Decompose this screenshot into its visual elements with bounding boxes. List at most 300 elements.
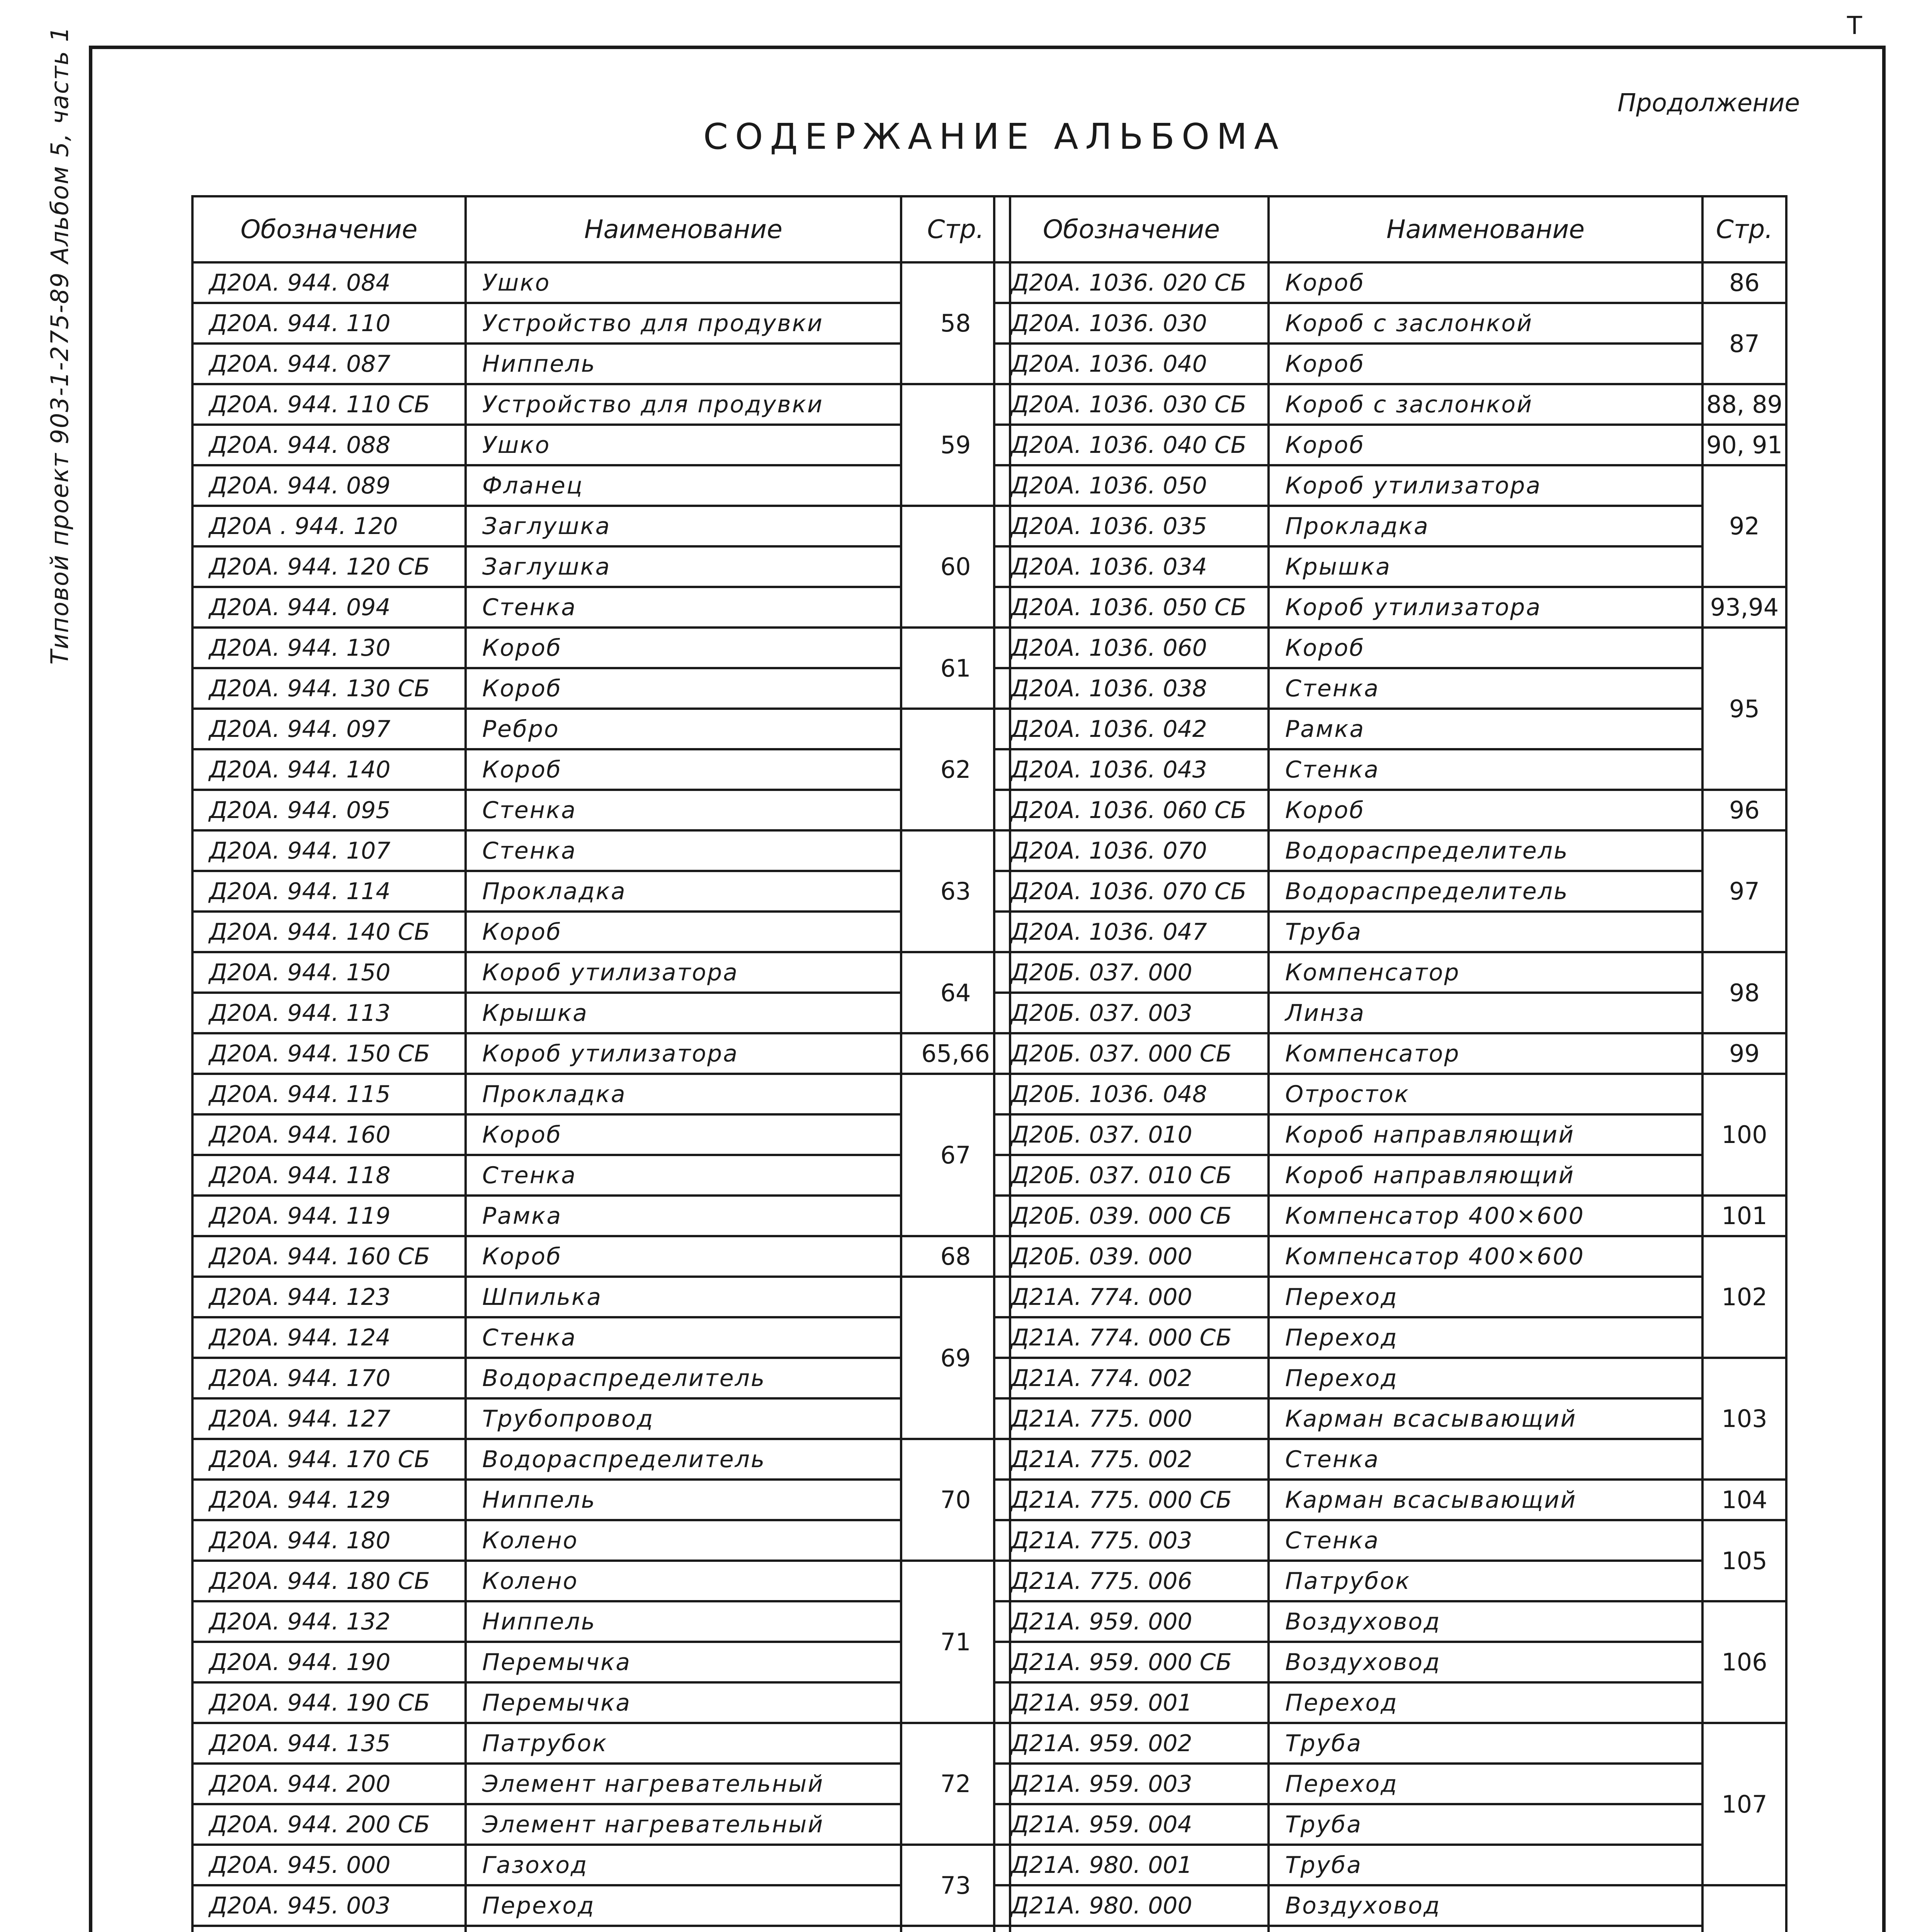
item-name: Компенсатор 400×600 bbox=[1269, 1196, 1702, 1236]
table-row bbox=[192, 506, 1010, 546]
item-name bbox=[466, 1926, 901, 1932]
item-name: Заглушка bbox=[466, 546, 901, 587]
item-name: Короб bbox=[466, 1236, 901, 1277]
item-code: Д21А. 959. 001 bbox=[994, 1682, 1269, 1723]
item-page: 70 bbox=[901, 1439, 1010, 1561]
item-name: Переход bbox=[1269, 1358, 1702, 1398]
item-code: Д20А. 1036. 043 bbox=[994, 749, 1269, 790]
item-name: Труба bbox=[1269, 1723, 1702, 1764]
item-page: 92 bbox=[1702, 465, 1786, 587]
item-name: Ниппель bbox=[466, 344, 901, 384]
table-row bbox=[192, 546, 1010, 587]
table-row bbox=[994, 1885, 1786, 1926]
table-row bbox=[994, 465, 1786, 506]
item-page: 106 bbox=[1702, 1601, 1786, 1723]
item-page: 88, 89 bbox=[1702, 384, 1786, 425]
item-name: Стенка bbox=[466, 1317, 901, 1358]
item-code: Д20А. 944. 160 bbox=[192, 1114, 466, 1155]
item-code: Д20А. 944. 110 bbox=[192, 303, 466, 344]
item-code: Д20А. 944. 180 bbox=[192, 1520, 466, 1561]
item-name: Крышка bbox=[466, 993, 901, 1033]
table-row bbox=[192, 1561, 1010, 1601]
table-row bbox=[994, 1277, 1786, 1317]
item-page bbox=[1702, 1885, 1786, 1932]
table-row bbox=[994, 1764, 1786, 1804]
item-page: 71 bbox=[901, 1561, 1010, 1723]
table-row bbox=[192, 465, 1010, 506]
table-row bbox=[994, 1398, 1786, 1439]
item-code: Д20А. 1036. 050 bbox=[994, 465, 1269, 506]
table-row bbox=[994, 1114, 1786, 1155]
table-row bbox=[994, 1845, 1786, 1885]
item-code: Д20А. 1036. 038 bbox=[994, 668, 1269, 709]
item-code: Д21А. 959. 000 bbox=[994, 1601, 1269, 1642]
item-code: Д20А. 1036. 070 СБ bbox=[994, 871, 1269, 912]
table-row bbox=[994, 830, 1786, 871]
table-row bbox=[192, 1926, 1010, 1932]
item-code: Д21А. 980. 000 bbox=[994, 1885, 1269, 1926]
item-name: Компенсатор 400×600 bbox=[1269, 1236, 1702, 1277]
item-name: Элемент нагревательный bbox=[466, 1764, 901, 1804]
item-code: Д20А. 1036. 040 bbox=[994, 344, 1269, 384]
table-row bbox=[994, 993, 1786, 1033]
table-row bbox=[192, 1804, 1010, 1845]
item-code: Д20А. 944. 180 СБ bbox=[192, 1561, 466, 1601]
item-page: 93,94 bbox=[1702, 587, 1786, 628]
item-code: Д20А. 1036. 034 bbox=[994, 546, 1269, 587]
item-code: Д21А. 775. 002 bbox=[994, 1439, 1269, 1480]
item-code: Д20А. 944. 130 bbox=[192, 628, 466, 668]
item-code: Д21А. 774. 000 СБ bbox=[994, 1317, 1269, 1358]
item-code: Д20А. 944. 190 bbox=[192, 1642, 466, 1682]
item-code: Д20Б. 039. 000 СБ bbox=[994, 1196, 1269, 1236]
table-row bbox=[994, 1033, 1786, 1074]
item-name: Стенка bbox=[466, 587, 901, 628]
item-page: 90, 91 bbox=[1702, 425, 1786, 465]
item-code: Д20А. 944. 120 СБ bbox=[192, 546, 466, 587]
header-page: Стр. bbox=[901, 196, 1010, 262]
table-row bbox=[192, 1236, 1010, 1277]
item-code: Д20Б. 037. 000 bbox=[994, 952, 1269, 993]
table-row bbox=[994, 1723, 1786, 1764]
item-code: Д20А. 1036. 050 СБ bbox=[994, 587, 1269, 628]
item-name: Элемент нагревательный bbox=[466, 1804, 901, 1845]
item-code: Д20А . 944. 120 bbox=[192, 506, 466, 546]
item-code: Д20А. 1036. 047 bbox=[994, 912, 1269, 952]
item-name: Перемычка bbox=[466, 1682, 901, 1723]
item-name bbox=[1269, 1926, 1702, 1932]
item-name: Карман всасывающий bbox=[1269, 1398, 1702, 1439]
item-name: Переход bbox=[1269, 1764, 1702, 1804]
table-row bbox=[192, 1317, 1010, 1358]
item-code: Д20А. 944. 127 bbox=[192, 1398, 466, 1439]
item-name: Короб bbox=[1269, 262, 1702, 303]
table-row bbox=[994, 1682, 1786, 1723]
item-page: 64 bbox=[901, 952, 1010, 1033]
item-name: Короб bbox=[1269, 425, 1702, 465]
item-name: Короб bbox=[466, 668, 901, 709]
item-name: Короб bbox=[1269, 790, 1702, 830]
item-name: Водораспределитель bbox=[1269, 830, 1702, 871]
item-code: Д20А. 944. 119 bbox=[192, 1196, 466, 1236]
table-row bbox=[192, 628, 1010, 668]
item-name: Перемычка bbox=[466, 1642, 901, 1682]
table-row bbox=[192, 1114, 1010, 1155]
item-code: Д20А. 944. 113 bbox=[192, 993, 466, 1033]
table-row bbox=[192, 1398, 1010, 1439]
item-name: Стенка bbox=[466, 790, 901, 830]
item-name: Ушко bbox=[466, 262, 901, 303]
toc-body-left bbox=[192, 262, 1010, 1932]
item-page: 95 bbox=[1702, 628, 1786, 790]
item-name: Стенка bbox=[1269, 1439, 1702, 1480]
item-page: 102 bbox=[1702, 1236, 1786, 1358]
item-name: Воздуховод bbox=[1269, 1642, 1702, 1682]
item-code: Д20А. 944. 140 СБ bbox=[192, 912, 466, 952]
table-row bbox=[192, 668, 1010, 709]
table-row bbox=[994, 1601, 1786, 1642]
item-code: Д20А. 945. 003 bbox=[192, 1885, 466, 1926]
header-name: Наименование bbox=[1269, 196, 1702, 262]
table-row bbox=[192, 1520, 1010, 1561]
toc-table-right bbox=[993, 195, 1787, 1932]
table-row bbox=[994, 1642, 1786, 1682]
item-code: Д20А. 1036. 060 bbox=[994, 628, 1269, 668]
table-row bbox=[192, 1682, 1010, 1723]
table-row bbox=[994, 506, 1786, 546]
item-code: Д20А. 1036. 060 СБ bbox=[994, 790, 1269, 830]
item-code: Д20А. 944. 200 bbox=[192, 1764, 466, 1804]
item-name: Карман всасывающий bbox=[1269, 1480, 1702, 1520]
item-page: 104 bbox=[1702, 1480, 1786, 1520]
table-row bbox=[192, 1642, 1010, 1682]
item-name: Колено bbox=[466, 1561, 901, 1601]
table-row bbox=[192, 1885, 1010, 1926]
table-row bbox=[994, 303, 1786, 344]
table-row bbox=[192, 1601, 1010, 1642]
item-name: Водораспределитель bbox=[466, 1439, 901, 1480]
table-row bbox=[192, 425, 1010, 465]
table-row bbox=[192, 1074, 1010, 1114]
item-name: Ниппель bbox=[466, 1480, 901, 1520]
item-name: Короб направляющий bbox=[1269, 1155, 1702, 1196]
item-name: Труба bbox=[1269, 1845, 1702, 1885]
item-name: Короб утилизатора bbox=[466, 952, 901, 993]
table-row bbox=[192, 1277, 1010, 1317]
item-name: Патрубок bbox=[1269, 1561, 1702, 1601]
table-row bbox=[994, 1561, 1786, 1601]
item-code: Д21А. 959. 002 bbox=[994, 1723, 1269, 1764]
item-code: Д21А. 775. 000 bbox=[994, 1398, 1269, 1439]
table-row bbox=[994, 1074, 1786, 1114]
item-code: Д20Б. 037. 003 bbox=[994, 993, 1269, 1033]
item-code: Д20Б. 1036. 048 bbox=[994, 1074, 1269, 1114]
item-code: Д20А. 944. 107 bbox=[192, 830, 466, 871]
item-page: 100 bbox=[1702, 1074, 1786, 1196]
item-name: Колено bbox=[466, 1520, 901, 1561]
item-name: Фланец bbox=[466, 465, 901, 506]
table-row bbox=[192, 344, 1010, 384]
item-name: Короб bbox=[466, 628, 901, 668]
table-row bbox=[994, 1317, 1786, 1358]
item-code: Д20А. 1036. 035 bbox=[994, 506, 1269, 546]
header-page: Стр. bbox=[1702, 196, 1786, 262]
page-title: СОДЕРЖАНИЕ АЛЬБОМА bbox=[703, 116, 1286, 157]
item-name: Рамка bbox=[1269, 709, 1702, 749]
table-row bbox=[994, 344, 1786, 384]
table-row bbox=[192, 1033, 1010, 1074]
table-row bbox=[994, 1480, 1786, 1520]
item-code bbox=[994, 1926, 1269, 1932]
item-name: Короб с заслонкой bbox=[1269, 384, 1702, 425]
item-code: Д20Б. 037. 010 СБ bbox=[994, 1155, 1269, 1196]
toc-body-right bbox=[994, 262, 1786, 1932]
item-name: Линза bbox=[1269, 993, 1702, 1033]
item-code: Д20А. 944. 089 bbox=[192, 465, 466, 506]
item-code: Д20Б. 037. 010 bbox=[994, 1114, 1269, 1155]
item-name: Труба bbox=[1269, 912, 1702, 952]
item-name: Воздуховод bbox=[1269, 1601, 1702, 1642]
item-code: Д20А. 945. 000 bbox=[192, 1845, 466, 1885]
item-page: 97 bbox=[1702, 830, 1786, 952]
item-code: Д20А. 944. 135 bbox=[192, 1723, 466, 1764]
table-row bbox=[994, 1236, 1786, 1277]
item-code: Д20А. 944. 129 bbox=[192, 1480, 466, 1520]
item-code: Д21А. 775. 000 СБ bbox=[994, 1480, 1269, 1520]
table-row bbox=[192, 709, 1010, 749]
item-page: 59 bbox=[901, 384, 1010, 506]
table-row bbox=[192, 1358, 1010, 1398]
table-row bbox=[994, 912, 1786, 952]
table-row bbox=[994, 262, 1786, 303]
item-page: 96 bbox=[1702, 790, 1786, 830]
item-name: Отросток bbox=[1269, 1074, 1702, 1114]
item-code bbox=[192, 1926, 466, 1932]
item-page: 72 bbox=[901, 1723, 1010, 1845]
table-row bbox=[192, 871, 1010, 912]
item-name: Короб утилизатора bbox=[1269, 587, 1702, 628]
item-code: Д20А. 944. 087 bbox=[192, 344, 466, 384]
item-code: Д20А. 1036. 040 СБ bbox=[994, 425, 1269, 465]
item-page: 98 bbox=[1702, 952, 1786, 1033]
table-row bbox=[192, 1845, 1010, 1885]
item-name: Шпилька bbox=[466, 1277, 901, 1317]
item-page: 61 bbox=[901, 628, 1010, 709]
item-name: Короб с заслонкой bbox=[1269, 303, 1702, 344]
item-name: Короб bbox=[1269, 344, 1702, 384]
item-code: Д20А. 944. 130 СБ bbox=[192, 668, 466, 709]
item-name: Водораспределитель bbox=[466, 1358, 901, 1398]
table-header-row bbox=[994, 196, 1786, 262]
item-page: 107 bbox=[1702, 1723, 1786, 1885]
table-row bbox=[994, 1804, 1786, 1845]
table-row bbox=[994, 952, 1786, 993]
item-code: Д20А. 944. 118 bbox=[192, 1155, 466, 1196]
table-row bbox=[994, 1520, 1786, 1561]
item-page: 67 bbox=[901, 1074, 1010, 1236]
table-row bbox=[994, 1926, 1786, 1932]
item-code: Д20А. 944. 132 bbox=[192, 1601, 466, 1642]
table-row bbox=[994, 1155, 1786, 1196]
item-code: Д20А. 1036. 042 bbox=[994, 709, 1269, 749]
item-code: Д20А. 1036. 030 bbox=[994, 303, 1269, 344]
table-row bbox=[994, 749, 1786, 790]
table-row bbox=[994, 871, 1786, 912]
item-code: Д20А. 944. 200 СБ bbox=[192, 1804, 466, 1845]
table-row bbox=[994, 1358, 1786, 1398]
item-name: Короб bbox=[466, 749, 901, 790]
table-row bbox=[192, 1723, 1010, 1764]
item-page: 68 bbox=[901, 1236, 1010, 1277]
item-name: Устройство для продувки bbox=[466, 303, 901, 344]
item-page: 86 bbox=[1702, 262, 1786, 303]
item-code: Д20А. 1036. 070 bbox=[994, 830, 1269, 871]
item-code: Д21А. 775. 003 bbox=[994, 1520, 1269, 1561]
item-name: Воздуховод bbox=[1269, 1885, 1702, 1926]
table-row bbox=[994, 384, 1786, 425]
table-row bbox=[192, 1439, 1010, 1480]
item-page: 105 bbox=[1702, 1520, 1786, 1601]
table-row bbox=[994, 587, 1786, 628]
table-row bbox=[994, 668, 1786, 709]
item-name: Компенсатор bbox=[1269, 1033, 1702, 1074]
item-code: Д20А. 944. 094 bbox=[192, 587, 466, 628]
item-code: Д20А. 944. 140 bbox=[192, 749, 466, 790]
item-name: Стенка bbox=[1269, 749, 1702, 790]
item-code: Д20А. 944. 088 bbox=[192, 425, 466, 465]
table-row bbox=[192, 262, 1010, 303]
item-name: Переход bbox=[1269, 1317, 1702, 1358]
corner-mark: Т bbox=[1847, 12, 1862, 40]
table-row bbox=[192, 912, 1010, 952]
item-name: Ребро bbox=[466, 709, 901, 749]
item-name: Стенка bbox=[466, 1155, 901, 1196]
item-name: Патрубок bbox=[466, 1723, 901, 1764]
item-code: Д20А. 944. 123 bbox=[192, 1277, 466, 1317]
item-code: Д21А. 959. 004 bbox=[994, 1804, 1269, 1845]
item-code: Д20А. 944. 110 СБ bbox=[192, 384, 466, 425]
table-row bbox=[192, 1480, 1010, 1520]
item-code: Д20А. 944. 170 СБ bbox=[192, 1439, 466, 1480]
item-name: Переход bbox=[466, 1885, 901, 1926]
item-name: Короб bbox=[1269, 628, 1702, 668]
table-row bbox=[192, 1764, 1010, 1804]
item-code: Д20А. 944. 170 bbox=[192, 1358, 466, 1398]
item-name: Ниппель bbox=[466, 1601, 901, 1642]
table-row bbox=[192, 1196, 1010, 1236]
table-row bbox=[192, 303, 1010, 344]
table-row bbox=[192, 790, 1010, 830]
item-name: Устройство для продувки bbox=[466, 384, 901, 425]
item-name: Стенка bbox=[1269, 1520, 1702, 1561]
item-page: 63 bbox=[901, 830, 1010, 952]
item-page: 60 bbox=[901, 506, 1010, 628]
item-name: Рамка bbox=[466, 1196, 901, 1236]
item-name: Заглушка bbox=[466, 506, 901, 546]
item-name: Труба bbox=[1269, 1804, 1702, 1845]
item-page: 99 bbox=[1702, 1033, 1786, 1074]
item-code: Д20А. 944. 190 СБ bbox=[192, 1682, 466, 1723]
table-row bbox=[192, 587, 1010, 628]
table-header-row bbox=[192, 196, 1010, 262]
item-name: Стенка bbox=[1269, 668, 1702, 709]
item-code: Д21А. 774. 002 bbox=[994, 1358, 1269, 1398]
item-code: Д21А. 775. 006 bbox=[994, 1561, 1269, 1601]
item-code: Д20А. 944. 097 bbox=[192, 709, 466, 749]
item-name: Переход bbox=[1269, 1277, 1702, 1317]
item-name: Прокладка bbox=[1269, 506, 1702, 546]
item-code: Д20А. 944. 124 bbox=[192, 1317, 466, 1358]
item-code: Д20А. 944. 150 СБ bbox=[192, 1033, 466, 1074]
header-code: Обозначение bbox=[994, 196, 1269, 262]
item-name: Водораспределитель bbox=[1269, 871, 1702, 912]
item-code: Д20А. 944. 115 bbox=[192, 1074, 466, 1114]
item-name: Трубопровод bbox=[466, 1398, 901, 1439]
table-row bbox=[994, 1439, 1786, 1480]
project-side-note: Типовой проект 903-1-275-89 Альбом 5, часть 1 bbox=[46, 26, 74, 665]
item-code: Д20А. 944. 095 bbox=[192, 790, 466, 830]
table-row bbox=[192, 749, 1010, 790]
toc-table-left bbox=[191, 195, 1011, 1932]
table-row bbox=[192, 1155, 1010, 1196]
item-code: Д20Б. 039. 000 bbox=[994, 1236, 1269, 1277]
item-name: Короб утилизатора bbox=[466, 1033, 901, 1074]
item-page: 73 bbox=[901, 1845, 1010, 1926]
table-row bbox=[994, 790, 1786, 830]
item-page: 101 bbox=[1702, 1196, 1786, 1236]
item-name: Ушко bbox=[466, 425, 901, 465]
item-code: Д20Б. 037. 000 СБ bbox=[994, 1033, 1269, 1074]
table-row bbox=[994, 425, 1786, 465]
item-name: Короб bbox=[466, 1114, 901, 1155]
item-name: Короб bbox=[466, 912, 901, 952]
header-code: Обозначение bbox=[192, 196, 466, 262]
item-code: Д20А. 944. 114 bbox=[192, 871, 466, 912]
item-page: 103 bbox=[1702, 1358, 1786, 1480]
item-code: Д20А. 944. 150 bbox=[192, 952, 466, 993]
item-code: Д21А. 980. 001 bbox=[994, 1845, 1269, 1885]
item-name: Газоход bbox=[466, 1845, 901, 1885]
item-code: Д21А. 774. 000 bbox=[994, 1277, 1269, 1317]
table-row bbox=[192, 830, 1010, 871]
item-code: Д20А. 944. 084 bbox=[192, 262, 466, 303]
item-name: Крышка bbox=[1269, 546, 1702, 587]
item-code: Д20А. 1036. 020 СБ bbox=[994, 262, 1269, 303]
item-name: Короб направляющий bbox=[1269, 1114, 1702, 1155]
table-row bbox=[192, 952, 1010, 993]
item-code: Д20А. 944. 160 СБ bbox=[192, 1236, 466, 1277]
item-page: 58 bbox=[901, 262, 1010, 384]
item-code: Д21А. 959. 000 СБ bbox=[994, 1642, 1269, 1682]
item-code: Д20А. 1036. 030 СБ bbox=[994, 384, 1269, 425]
table-row bbox=[994, 1196, 1786, 1236]
item-page: 65,66 bbox=[901, 1033, 1010, 1074]
item-name: Короб утилизатора bbox=[1269, 465, 1702, 506]
table-row bbox=[994, 709, 1786, 749]
item-name: Прокладка bbox=[466, 1074, 901, 1114]
item-name: Компенсатор bbox=[1269, 952, 1702, 993]
item-name: Прокладка bbox=[466, 871, 901, 912]
table-row bbox=[192, 993, 1010, 1033]
item-name: Стенка bbox=[466, 830, 901, 871]
table-row bbox=[994, 546, 1786, 587]
item-name: Переход bbox=[1269, 1682, 1702, 1723]
header-name: Наименование bbox=[466, 196, 901, 262]
item-page: 62 bbox=[901, 709, 1010, 830]
item-page: 69 bbox=[901, 1277, 1010, 1439]
continuation-label: Продолжение bbox=[1617, 89, 1800, 117]
table-row bbox=[994, 628, 1786, 668]
